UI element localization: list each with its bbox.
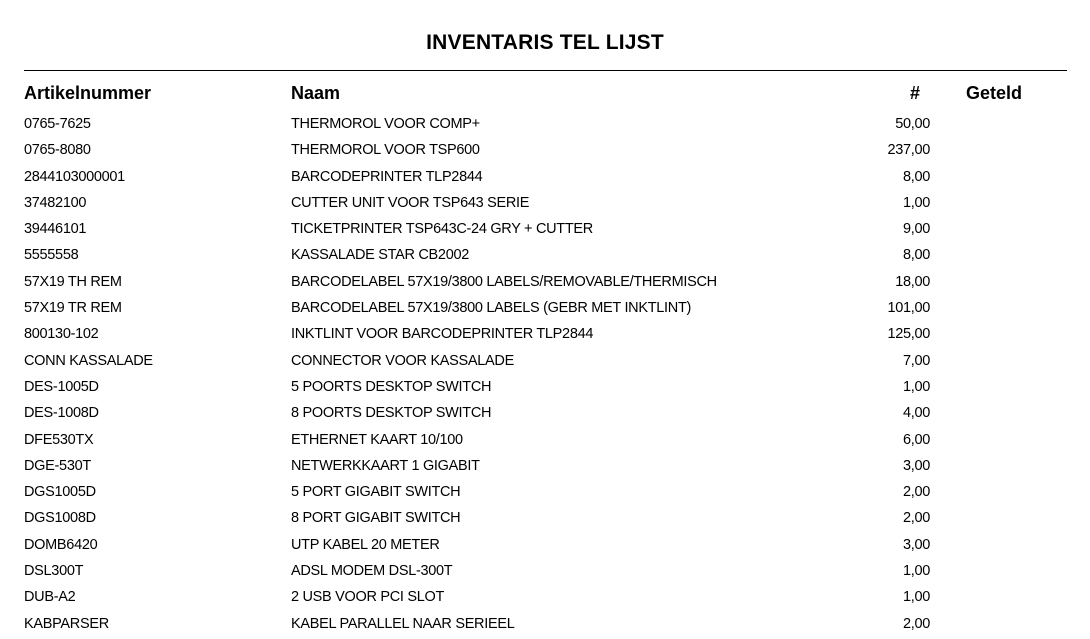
cell-artikelnummer: 57X19 TH REM <box>24 273 122 290</box>
cell-artikelnummer: DUB-A2 <box>24 589 76 606</box>
cell-artikelnummer: KABPARSER <box>24 615 109 632</box>
cell-aantal: 6,00 <box>902 431 930 448</box>
cell-artikelnummer: DES-1008D <box>24 405 99 422</box>
table-row <box>0 429 1090 455</box>
cell-naam: KASSALADE STAR CB2002 <box>291 247 469 264</box>
cell-naam: BARCODELABEL 57X19/3800 LABELS (GEBR MET INKTLINT) <box>291 300 692 317</box>
table-row <box>0 586 1090 612</box>
cell-naam: ADSL MODEM DSL-300T <box>291 563 453 580</box>
cell-aantal: 1,00 <box>902 378 930 395</box>
cell-aantal: 9,00 <box>902 221 930 238</box>
cell-naam: THERMOROL VOOR TSP600 <box>291 142 480 159</box>
header-divider <box>24 70 1067 71</box>
table-row <box>0 481 1090 507</box>
cell-naam: KABEL PARALLEL NAAR SERIEEL <box>291 615 515 632</box>
table-row <box>0 192 1090 218</box>
cell-artikelnummer: 37482100 <box>24 194 87 211</box>
cell-naam: BARCODEPRINTER TLP2844 <box>291 168 483 185</box>
cell-artikelnummer: 800130-102 <box>24 326 99 343</box>
table-row <box>0 218 1090 244</box>
column-header-naam: Naam <box>291 83 341 103</box>
cell-naam: NETWERKKAART 1 GIGABIT <box>291 457 480 474</box>
table-row <box>0 244 1090 270</box>
cell-naam: ETHERNET KAART 10/100 <box>291 431 463 448</box>
cell-artikelnummer: 0765-8080 <box>24 142 91 159</box>
cell-aantal: 8,00 <box>902 247 930 264</box>
cell-naam: 5 POORTS DESKTOP SWITCH <box>291 378 492 395</box>
cell-aantal: 2,00 <box>902 510 930 527</box>
cell-aantal: 2,00 <box>902 615 930 632</box>
cell-aantal: 18,00 <box>895 273 930 290</box>
cell-naam: 8 PORT GIGABIT SWITCH <box>291 510 461 527</box>
cell-aantal: 8,00 <box>902 168 930 185</box>
table-row <box>0 376 1090 402</box>
cell-naam: 8 POORTS DESKTOP SWITCH <box>291 405 492 422</box>
table-row <box>0 534 1090 560</box>
table-row <box>0 166 1090 192</box>
cell-artikelnummer: 39446101 <box>24 221 87 238</box>
cell-aantal: 237,00 <box>887 142 930 159</box>
table-row <box>0 613 1090 639</box>
cell-aantal: 1,00 <box>902 589 930 606</box>
column-header-geteld: Geteld <box>966 83 1023 103</box>
cell-naam: CUTTER UNIT VOOR TSP643 SERIE <box>291 194 530 211</box>
cell-aantal: 1,00 <box>902 194 930 211</box>
inventory-list <box>0 113 1090 639</box>
cell-naam: BARCODELABEL 57X19/3800 LABELS/REMOVABLE/THERMISCH <box>291 273 717 290</box>
table-row <box>0 350 1090 376</box>
cell-artikelnummer: 2844103000001 <box>24 168 125 185</box>
table-row <box>0 113 1090 139</box>
cell-artikelnummer: DSL300T <box>24 563 84 580</box>
cell-aantal: 1,00 <box>902 563 930 580</box>
table-row <box>0 139 1090 165</box>
column-header-artikelnummer: Artikelnummer <box>24 83 152 103</box>
table-row <box>0 455 1090 481</box>
cell-naam: CONNECTOR VOOR KASSALADE <box>291 352 514 369</box>
cell-artikelnummer: DGS1005D <box>24 484 96 501</box>
cell-aantal: 125,00 <box>887 326 930 343</box>
cell-naam: TICKETPRINTER TSP643C-24 GRY + CUTTER <box>291 221 593 238</box>
cell-aantal: 3,00 <box>902 536 930 553</box>
cell-aantal: 4,00 <box>902 405 930 422</box>
cell-artikelnummer: DES-1005D <box>24 378 99 395</box>
cell-aantal: 101,00 <box>887 300 930 317</box>
cell-artikelnummer: DOMB6420 <box>24 536 98 553</box>
cell-naam: 2 USB VOOR PCI SLOT <box>291 589 445 606</box>
cell-aantal: 50,00 <box>895 116 930 132</box>
table-row <box>0 271 1090 297</box>
column-header-aantal: # <box>909 83 920 103</box>
cell-aantal: 2,00 <box>902 484 930 501</box>
cell-artikelnummer: 57X19 TR REM <box>24 300 122 317</box>
table-row <box>0 507 1090 533</box>
cell-artikelnummer: DGS1008D <box>24 510 96 527</box>
cell-artikelnummer: CONN KASSALADE <box>24 352 153 369</box>
cell-artikelnummer: DFE530TX <box>24 431 94 448</box>
cell-artikelnummer: 5555558 <box>24 247 79 264</box>
cell-artikelnummer: 0765-7625 <box>24 116 91 132</box>
table-row <box>0 402 1090 428</box>
cell-aantal: 3,00 <box>902 457 930 474</box>
cell-naam: THERMOROL VOOR COMP+ <box>291 116 480 132</box>
table-row <box>0 560 1090 586</box>
cell-naam: INKTLINT VOOR BARCODEPRINTER TLP2844 <box>291 326 594 343</box>
table-row <box>0 323 1090 349</box>
cell-artikelnummer: DGE-530T <box>24 457 91 474</box>
cell-naam: UTP KABEL 20 METER <box>291 536 440 553</box>
cell-naam: 5 PORT GIGABIT SWITCH <box>291 484 461 501</box>
cell-aantal: 7,00 <box>902 352 930 369</box>
report-title: INVENTARIS TEL LIJST <box>426 31 664 54</box>
table-row <box>0 297 1090 323</box>
